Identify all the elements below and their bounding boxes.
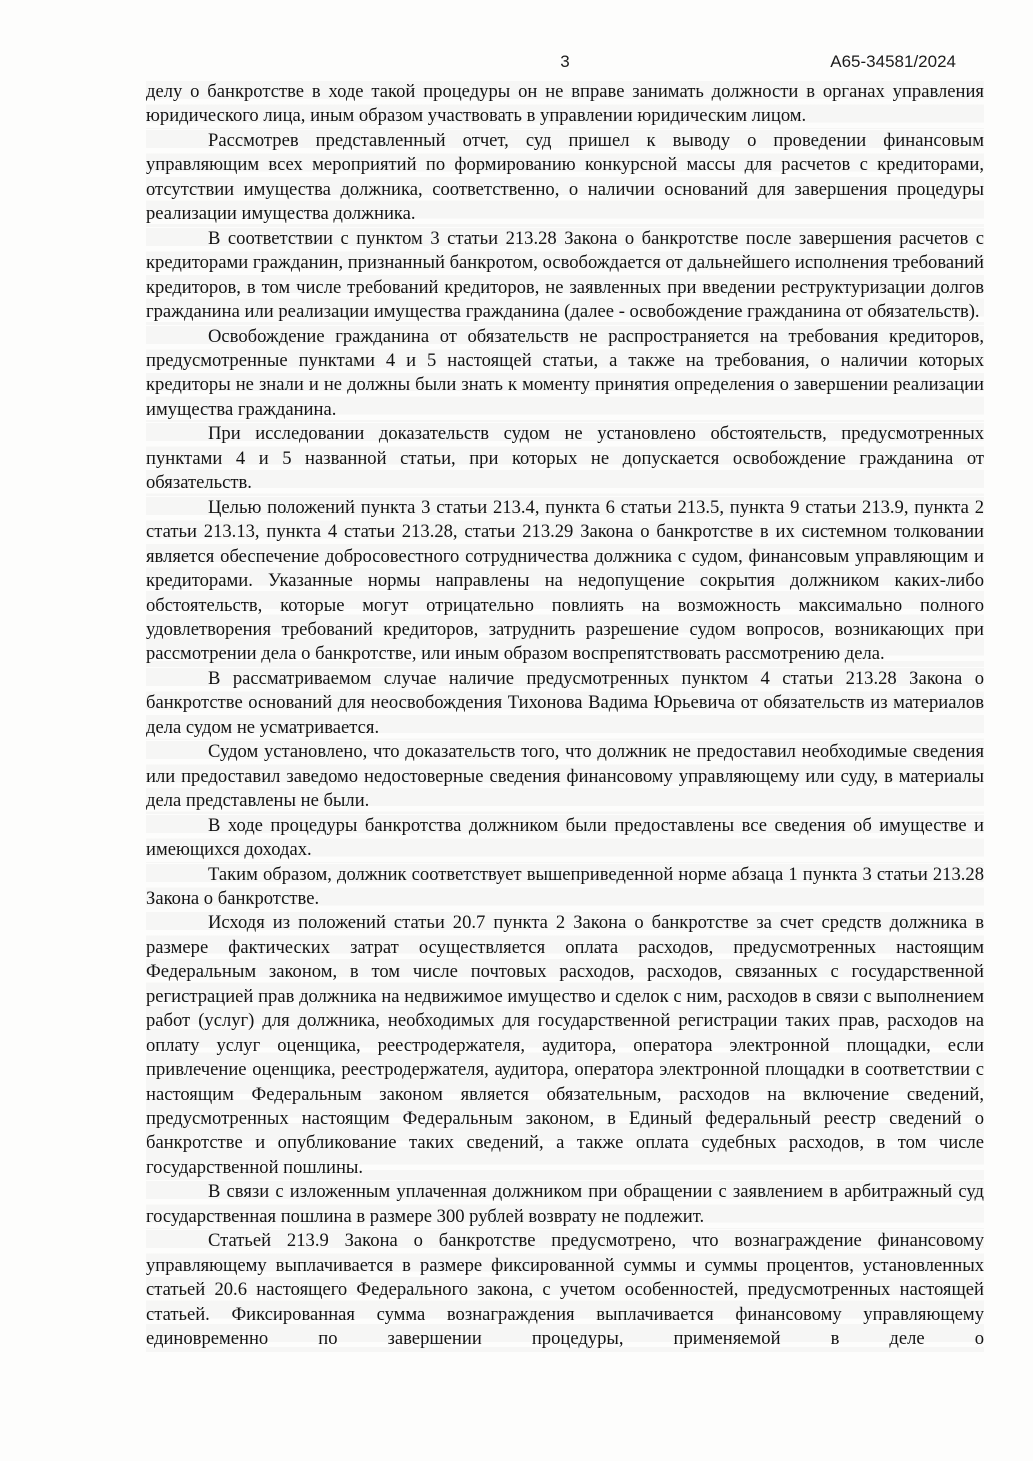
case-number: А65-34581/2024 (830, 52, 956, 71)
paragraph-state-fee: В связи с изложенным уплаченная должником при обращении с заявлением в арбитражный суд государственная пошлина в размере 300 рублей возврату не подлежит. (146, 1180, 984, 1229)
paragraph-article-213-28: В соответствии с пунктом 3 статьи 213.28 Закона о банкротстве после завершения расчетов с кредиторами гражданин, признанный банкротом, освобождается от дальнейшего исполнения требований кредиторов, в том числе требований кредиторов, не заявленных при введении реструктуризации долгов гражданина или реализации имущества гражданина (далее - освобождение гражданина от обязательств). (146, 227, 984, 325)
paragraph-debtor-disclosure: В ходе процедуры банкротства должником были предоставлены все сведения об имуществе и имеющихся доходах. (146, 814, 984, 863)
paragraph-debtor-conformity: Таким образом, должник соответствует вышеприведенной норме абзаца 1 пункта 3 статьи 213.28 Закона о банкротстве. (146, 863, 984, 912)
paragraph-expenses: Исходя из положений статьи 20.7 пункта 2 Закона о банкротстве за счет средств должника в размере фактических затрат осуществляется оплата расходов, предусмотренных настоящим Федеральным законом, в том числе почтовых расходов, расходов, связанных с государственной регистрацией прав должника на недвижимое имущество и сделок с ним, расходов в связи с выполнением работ (услуг) для должника, необходимых для государственной регистрации таких прав, расходов на оплату услуг оценщика, реестродержателя, аудитора, оператора электронной площадки, если привлечение оценщика, реестродержателя, аудитора, оператора электронной площадки в соответствии с настоящим Федеральным законом является обязательным, расходов на включение сведений, предусмотренных настоящим Федеральным законом, в Единый федеральный реестр сведений о банкротстве и опубликование таких сведений, а также оплата судебных расходов, в том числе государственной пошлины. (146, 911, 984, 1180)
paragraph-continuation: делу о банкротстве в ходе такой процедуры он не вправе занимать должности в органах управления юридического лица, иным образом участвовать в управлении юридическим лицом. (146, 80, 984, 129)
paragraph-court-findings: Судом установлено, что доказательств того, что должник не предоставил необходимые сведения или предоставил заведомо недостоверные сведения финансовому управляющему или суду, в материалы дела представлены не были. (146, 740, 984, 813)
paragraph-remuneration: Статьей 213.9 Закона о банкротстве предусмотрено, что вознаграждение финансовому управляющему выплачивается в размере фиксированной суммы и суммы процентов, установленных статьей 20.6 настоящего Федерального закона, с учетом особенностей, предусмотренных настоящей статьей. Фиксированная сумма вознаграждения выплачивается финансовому управляющему единовременно по завершении процедуры, применяемой в деле о (146, 1229, 984, 1351)
page-number: 3 (560, 52, 570, 71)
paragraph-no-grounds: В рассматриваемом случае наличие предусмотренных пунктом 4 статьи 213.28 Закона о банкротстве оснований для неосвобождения Тихонова Вадима Юрьевича от обязательств из материалов дела судом не усматривается. (146, 667, 984, 740)
paragraph-evidence-review: При исследовании доказательств судом не установлено обстоятельств, предусмотренных пунктами 4 и 5 названной статьи, при которых не допускается освобождение гражданина от обязательств. (146, 422, 984, 495)
paragraph-report-review: Рассмотрев представленный отчет, суд пришел к выводу о проведении финансовым управляющим всех мероприятий по формированию конкурсной массы для расчетов с кредиторами, отсутствии имущества должника, соответственно, о наличии оснований для завершения процедуры реализации имущества должника. (146, 129, 984, 227)
paragraph-law-purpose: Целью положений пункта 3 статьи 213.4, пункта 6 статьи 213.5, пункта 9 статьи 213.9, пункта 2 статьи 213.13, пункта 4 статьи 213.28, статьи 213.29 Закона о банкротстве в их системном толковании является обеспечение добросовестного сотрудничества должника с судом, финансовым управляющим и кредиторами. Указанные нормы направлены на недопущение сокрытия должником каких-либо обстоятельств, которые могут отрицательно повлиять на возможность максимально полного удовлетворения требований кредиторов, затруднить разрешение судом вопросов, возникающих при рассмотрении дела о банкротстве, или иным образом воспрепятствовать рассмотрению дела. (146, 496, 984, 667)
paragraph-release-exceptions: Освобождение гражданина от обязательств не распространяется на требования кредиторов, предусмотренные пунктами 4 и 5 настоящей статьи, а также на требования, о наличии которых кредиторы не знали и не должны были знать к моменту принятия определения о завершении реализации имущества гражданина. (146, 325, 984, 423)
page-header (146, 52, 984, 74)
document-body (146, 80, 984, 1352)
